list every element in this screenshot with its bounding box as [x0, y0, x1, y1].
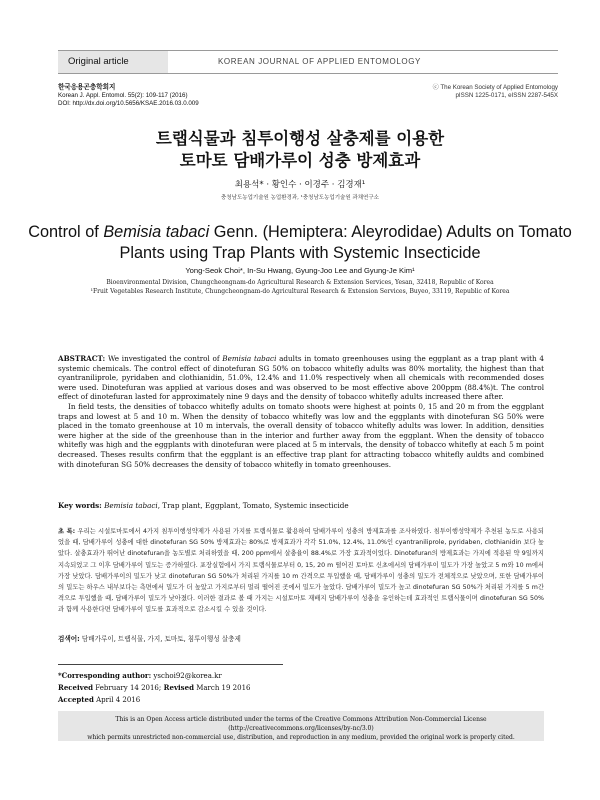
english-title-line-1 — [0, 222, 600, 243]
title-prefix: Control of — [28, 223, 104, 241]
english-title-line-2: Plants using Trap Plants with Systemic Insecticide — [119, 244, 481, 262]
corresponding-email[interactable]: yschoi92@korea.kr — [151, 672, 222, 680]
abstract-paragraph-1 — [58, 354, 544, 402]
corresponding-label: *Corresponding author: — [58, 671, 152, 680]
article-type-badge: Original article — [58, 51, 168, 73]
korean-title-line-2: 토마토 담배가루이 성충 방제효과 — [179, 151, 421, 170]
license-notice — [58, 711, 544, 741]
affiliation-1: Bioenvironmental Division, Chungcheongnam-do Agricultural Research & Extension Services, Yesan, 32418, Republic of Korea — [106, 279, 494, 286]
accepted — [58, 694, 251, 706]
korean-title — [0, 128, 600, 172]
korean-title-line-1: 트랩식물과 침투이행성 살충제를 이용한 — [155, 129, 445, 148]
received-revised — [58, 682, 251, 694]
keywords-label: Key words: — [58, 501, 102, 510]
korean-abstract-text: 우리는 시설토마토에서 4가지 침투이행성약제가 사용된 가지를 트랩식물로 활용하여 담배가루이 성충의 방제효과를 조사하였다. 침투이행성약제가 추천된 농도로 사용되었을 때, 담배가루이 성충에 대한 dinotefuran SG 50% 방제효과는 80%로 방제효과가 각각 51.0%, 12.4%, 11.0%인 cyantraniliprole, pyridaben, clothianidin 보다 높았다. 살충효과가 뛰어난 dinotefuran을 농도별로 처리하였을 때, 200 ppm에서 살충율이 88.4%로 가장 효과적이었다. Dinotefuran의 방제효과는 가지에 적용된 약 9일까지 지속되었고 그 이후 담배가루이 밀도는 증가하였다. 포장실험에서 가지 트랩식물로부터 0, 15, 20 m 떨어진 토마토 신초에서의 담배가루이 밀도가 가장 높았고 5 m와 10 m에서 가장 낮았다. 담배가루이의 밀도가 낮고 dinotefuran SG 50%가 처리된 가지를 10 m 간격으로 투입했을 때, 담배가루이 성충의 밀도가 전체적으로 낮았으며, 또한 담배가루이의 밀도는 하우스 내부보다는 측면에서 밀도가 더 높았고 가지로부터 멀리 떨어진 곳에서 밀도가 높았다. 담배가루이 밀도가 높고 dinotefuran SG 50%가 처리된 가지를 5 m간격으로 투입했을 때, 담배가루이 밀도가 낮아졌다. 이러한 결과로 볼 때 가지는 시설토마토 재배지 담배가루이 성충을 유인하는데 효과적인 트랩식물이며 dinotefuran SG 50%과 함께 사용한다면 담배가루이 밀도를 효과적으로 감소시킬 수 있을 것이다. — [58, 528, 544, 614]
revised-label: Revised — [161, 683, 194, 692]
abstract-species: Bemisia tabaci — [222, 354, 277, 363]
keywords-list: , Trap plant, Eggplant, Tomato, Systemic insecticide — [157, 501, 349, 510]
korean-abstract — [58, 526, 544, 616]
doi-link[interactable]: DOI: http://dx.doi.org/10.5656/KSAE.2016.03.0.009 — [58, 100, 199, 108]
korean-authors: 최용석* · 황인수 · 이경주 · 김경재¹ — [234, 180, 366, 190]
abstract-paragraph-2: In field tests, the densities of tobacco whitefly adults on tomato shoots were highest at points 0, 15 and 20 m from the eggplant traps and lowest at 5 and 10 m. When the density of tobacco whitefly was low and the eggplants with dinotefuran SG 50% were placed in the tomato greenhouse at 10 m intervals, the overall density of tobacco whitefly adults was lower. In addition, densities were higher at the side of the greenhouse than in the interior and further away from the eggplant. When the density of tobacco whitefly was high and the eggplants with dinotefuran were placed at 5 m intervals, the density of tobacco whitefly at each 5 m point decreased. Theses results confirm that the eggplant is an effective trap plant for attracting tobacco whitefly auldts and combined with dinotefuran SG 50% decreases the density of tobacco whitefly in tomato greenhouses. — [58, 401, 544, 469]
received-date: February 14 2016; — [93, 684, 162, 692]
citation-block — [58, 84, 199, 109]
english-title — [0, 222, 600, 264]
korean-keywords-label: 검색어: — [58, 635, 80, 643]
korean-affiliation: 충청남도농업기술원 농업환경과, ¹충청남도농업기술원 과채연구소 — [221, 195, 379, 201]
license-line-1: This is an Open Access article distributed under the terms of the Creative Commons Attribution Non-Commercial License (http://creativecommons.org/licenses/by-nc/3.0) — [115, 716, 487, 732]
copyright: ⓒ The Korean Society of Applied Entomology — [432, 84, 558, 91]
journal-running-title: KOREAN JOURNAL OF APPLIED ENTOMOLOGY — [218, 57, 421, 66]
accepted-label: Accepted — [58, 695, 94, 704]
korean-abstract-label: 초 록: — [58, 528, 76, 535]
issn: pISSN 1225-0171, eISSN 2287-545X — [455, 92, 558, 100]
keywords-species: Bemisia tabaci — [104, 501, 158, 510]
abstract-label: ABSTRACT: — [58, 354, 106, 363]
english-affiliations — [0, 278, 600, 296]
copyright-block — [433, 84, 558, 100]
corresponding-author — [58, 670, 251, 682]
korean-keywords-list: 담배가루이, 트랩식물, 가지, 토마토, 침투이행성 살충제 — [79, 635, 241, 643]
received-label: Received — [58, 683, 94, 692]
citation: Korean J. Appl. Entomol. 55(2): 109-117 (2016) — [58, 92, 188, 100]
abstract-text: adults in tomato greenhouses using the eggplant as a trap plant with 4 systemic chemicals. The control effect of dinotefuran SG 50% on tobacco whitefly adults was 80% mortality, the highest than that cyantraniliprole, pyridaben and clothianidin, 51.0%, 12.4% and 11.0% respectively when all chemicals with recommended doses were used. Dinotefuran was applied at various doses and was observed to be most effective above 200ppm (88.4%)t. The control effect of dinotefuran lasted for approximately nine 9 days and the density of tobacco whitefly adults increased there after. — [58, 354, 545, 402]
title-species: Bemisia tabaci — [103, 223, 210, 241]
correspondence-block — [58, 670, 251, 706]
keywords — [58, 501, 544, 510]
revised-date: March 19 2016 — [193, 684, 251, 692]
english-abstract — [58, 354, 544, 469]
abstract-text: We investigated the control of — [105, 354, 223, 363]
title-suffix: Genn. (Hemiptera: Aleyrodidae) Adults on Tomato — [209, 223, 572, 241]
journal-name-kr: 한국응용곤충학회지 — [58, 84, 116, 91]
korean-keywords — [58, 633, 544, 643]
english-authors: Yong-Seok Choi*, In-Su Hwang, Gyung-Joo Lee and Gyung-Je Kim¹ — [185, 266, 415, 275]
license-line-2: which permits unrestricted non-commercial use, distribution, and reproduction in any medium, provided the original work is properly cited. — [87, 734, 515, 741]
affiliation-2: ¹Fruit Vegetables Research Institute, Chungcheongnam-do Agricultural Research & Extension Services, Buyeo, 33119, Republic of Korea — [90, 288, 510, 295]
footnote-divider — [58, 664, 283, 665]
header-band — [58, 50, 558, 74]
accepted-date: April 4 2016 — [93, 696, 141, 704]
